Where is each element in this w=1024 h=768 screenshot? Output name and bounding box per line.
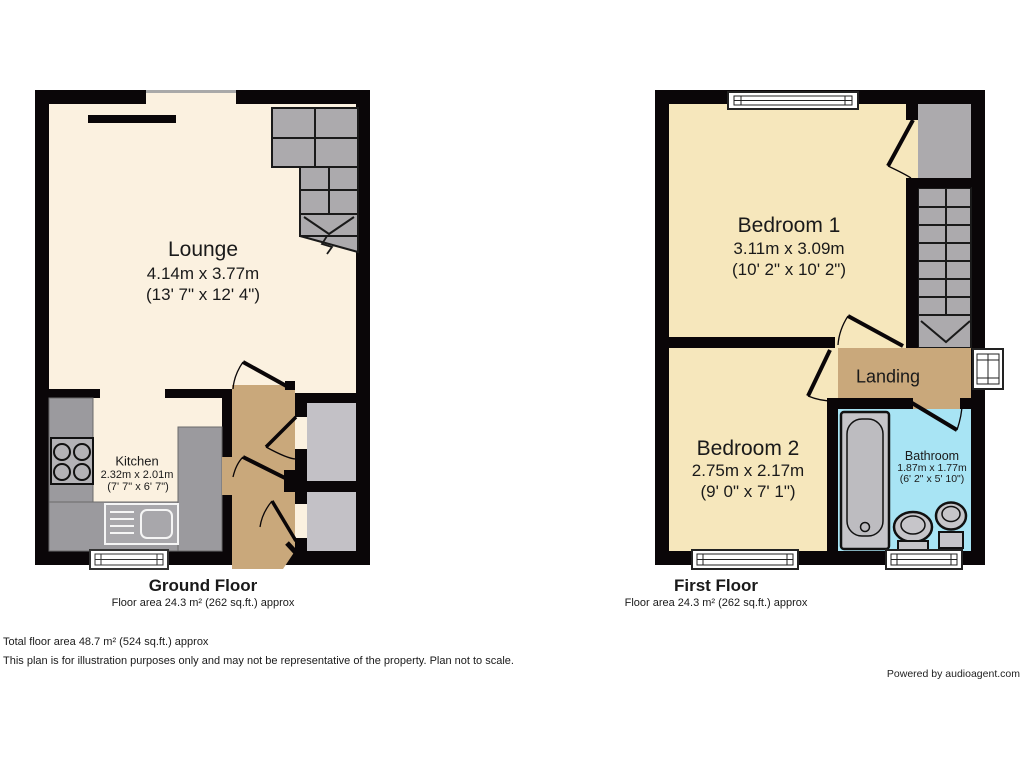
bedroom1-dims-imperial: (10' 2" x 10' 2") <box>731 260 847 279</box>
landing-window <box>973 349 1003 389</box>
lounge-wall-bar <box>88 115 176 123</box>
bedroom1-window <box>728 92 858 109</box>
toilet-icon <box>894 512 932 550</box>
hob-icon <box>51 438 93 484</box>
bathroom-window <box>886 550 962 569</box>
bedroom2-window <box>692 550 798 569</box>
ground-floor-title: Ground Floor <box>148 576 258 595</box>
bedroom1-dims-metric: 3.11m x 3.09m <box>733 239 845 258</box>
landing-label: Landing <box>855 366 921 387</box>
lounge-top-opening-edge <box>146 90 236 93</box>
kitchen-label: Kitchen <box>115 453 159 469</box>
lounge-dims-metric: 4.14m x 3.77m <box>146 264 260 283</box>
bathroom-label: Bathroom <box>904 449 960 463</box>
first-floor-area: Floor area 24.3 m² (262 sq.ft.) approx <box>624 597 808 609</box>
powered-by: Powered by audioagent.com <box>886 668 1020 680</box>
disclaimer: This plan is for illustration purposes only and may not be representative of the property. Plan not to scale. <box>3 655 514 667</box>
first-floor-title: First Floor <box>673 576 759 595</box>
kitchen-dims-imperial: (7' 7" x 6' 7") <box>107 481 169 493</box>
bathtub-icon <box>841 412 889 549</box>
ff-staircase <box>918 188 971 348</box>
front-doorway <box>232 551 295 569</box>
washbasin-icon <box>936 503 966 549</box>
bedroom2-label: Bedroom 2 <box>696 437 800 460</box>
ground-floor-area: Floor area 24.3 m² (262 sq.ft.) approx <box>111 597 295 609</box>
kitchen-window <box>90 550 168 569</box>
bedroom2-dims-metric: 2.75m x 2.17m <box>691 461 805 480</box>
bedroom1-label: Bedroom 1 <box>737 214 841 237</box>
sink-icon <box>105 504 178 544</box>
total-floor-area: Total floor area 48.7 m² (524 sq.ft.) approx <box>3 636 209 648</box>
cupboard-bottom <box>307 492 356 551</box>
lounge-dims-imperial: (13' 7" x 12' 4") <box>145 285 261 304</box>
ff-stair-top <box>918 104 971 178</box>
lounge-label: Lounge <box>167 238 239 261</box>
hallway-kitchen-doorway <box>222 457 232 495</box>
cupboard-top <box>307 403 356 481</box>
ground-floor-plan <box>35 88 375 572</box>
bedroom2-dims-imperial: (9' 0" x 7' 1") <box>700 482 796 501</box>
kitchen-dims-metric: 2.32m x 2.01m <box>100 469 174 481</box>
bathroom-dims-metric: 1.87m x 1.77m <box>897 462 967 474</box>
bathroom-dims-imperial: (6' 2" x 5' 10") <box>899 473 965 485</box>
